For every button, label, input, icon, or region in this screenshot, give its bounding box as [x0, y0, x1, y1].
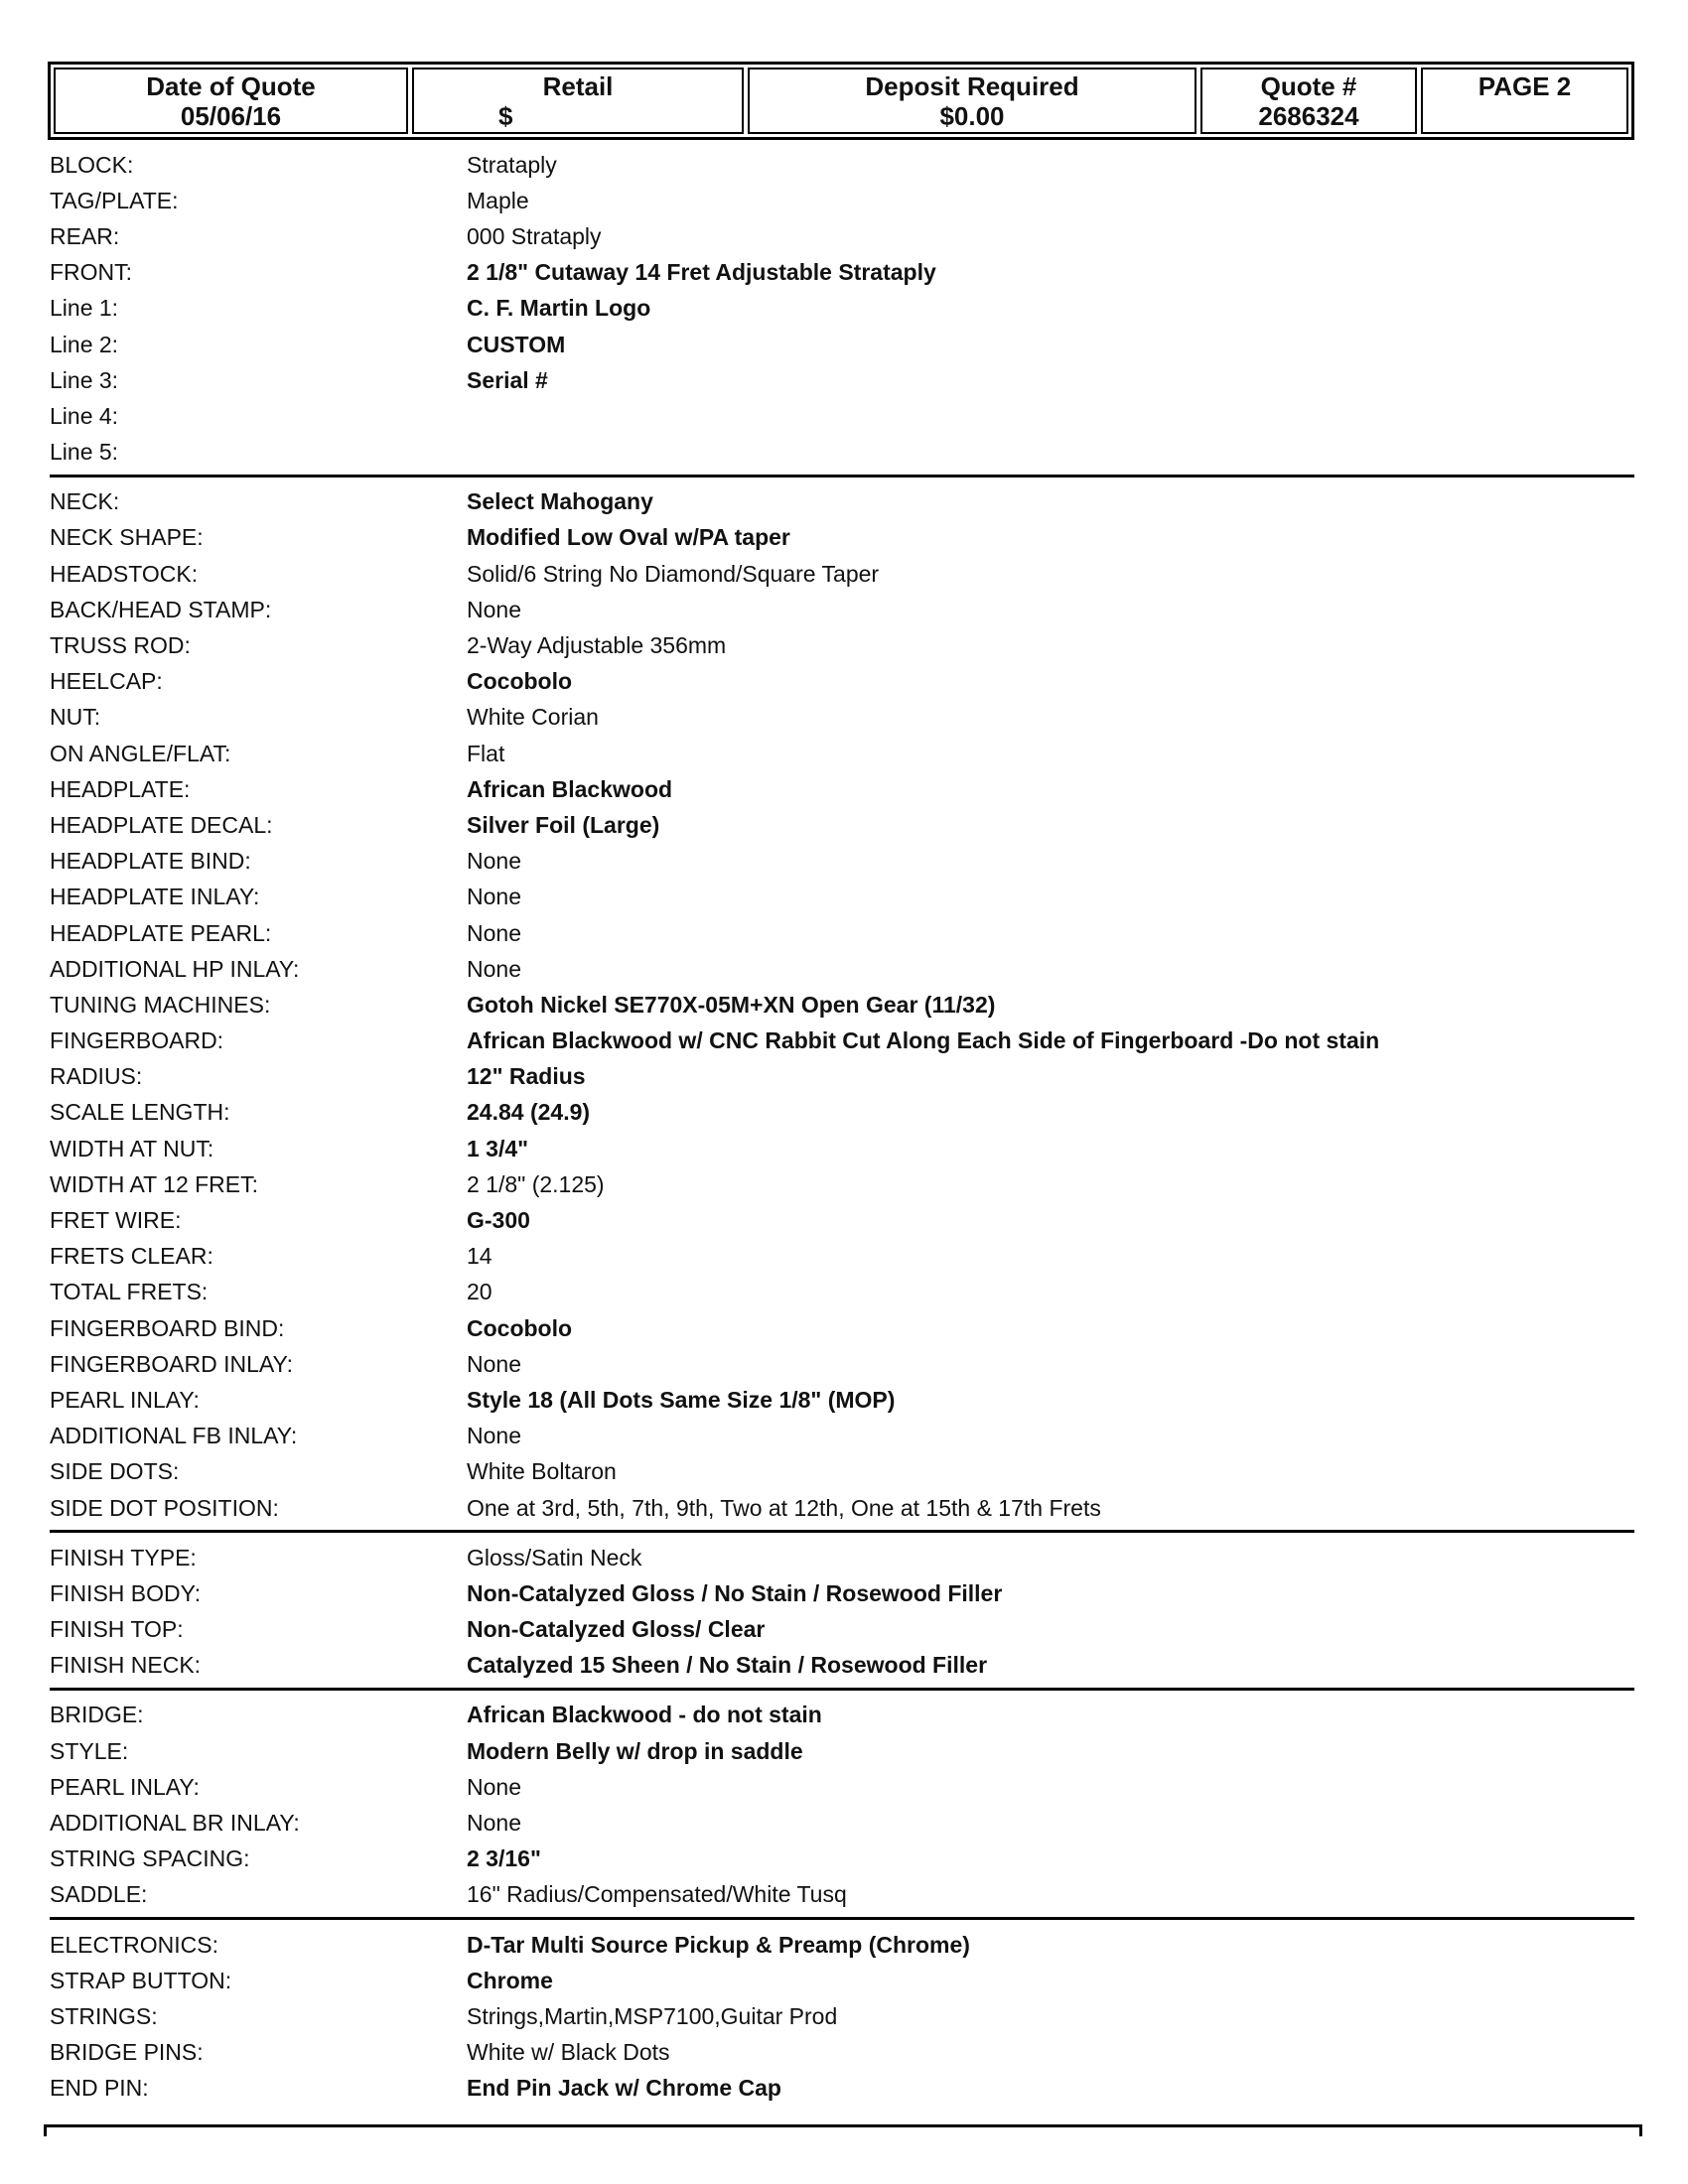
spec-row: [50, 880, 1634, 915]
date-of-quote-cell: [54, 68, 408, 134]
spec-label: REAR:: [50, 222, 120, 249]
page-number-cell: [1421, 68, 1628, 134]
spec-label: NECK SHAPE:: [50, 524, 204, 551]
deposit-required-label: Deposit Required: [865, 71, 1079, 101]
spec-value: Modern Belly w/ drop in saddle: [467, 1737, 803, 1764]
spec-value: G-300: [467, 1207, 530, 1234]
spec-label: Line 2:: [50, 331, 119, 357]
spec-label: TOTAL FRETS:: [50, 1279, 209, 1305]
footer-rule: [44, 2124, 1642, 2136]
spec-label: HEELCAP:: [50, 668, 163, 695]
spec-row: [50, 1131, 1634, 1166]
spec-row: [50, 700, 1634, 736]
spec-value: Non-Catalyzed Gloss/ Clear: [467, 1616, 766, 1643]
spec-section: [50, 1540, 1634, 1691]
spec-row: [50, 1769, 1634, 1805]
spec-row: [50, 664, 1634, 700]
spec-row: [50, 736, 1634, 771]
spec-row: [50, 807, 1634, 843]
spec-label: STRING SPACING:: [50, 1845, 250, 1872]
spec-row: [50, 1166, 1634, 1202]
spec-value: Select Mahogany: [467, 488, 653, 515]
spec-row: [50, 844, 1634, 880]
spec-row: [50, 1540, 1634, 1575]
spec-label: FRET WIRE:: [50, 1207, 182, 1234]
spec-value: Maple: [467, 187, 529, 213]
spec-row: [50, 1842, 1634, 1877]
spec-sections: [50, 147, 1634, 2117]
spec-label: STRAP BUTTON:: [50, 1967, 232, 1993]
spec-label: WIDTH AT NUT:: [50, 1135, 214, 1161]
spec-value: Gloss/Satin Neck: [467, 1544, 642, 1570]
spec-row: [50, 484, 1634, 520]
spec-label: HEADPLATE INLAY:: [50, 884, 260, 910]
spec-label: RADIUS:: [50, 1063, 143, 1090]
spec-value: 000 Strataply: [467, 222, 602, 249]
spec-value: End Pin Jack w/ Chrome Cap: [467, 2075, 781, 2102]
retail-cell: [412, 68, 744, 134]
spec-row: [50, 255, 1634, 291]
spec-value: Flat: [467, 740, 505, 766]
spec-row: [50, 1575, 1634, 1611]
spec-label: Line 4:: [50, 402, 119, 429]
spec-label: ADDITIONAL HP INLAY:: [50, 955, 300, 982]
spec-row: [50, 556, 1634, 592]
spec-row: [50, 1454, 1634, 1490]
spec-value: 2-Way Adjustable 356mm: [467, 632, 727, 659]
spec-row: [50, 1805, 1634, 1841]
spec-section: [50, 1698, 1634, 1920]
quote-number-cell: [1200, 68, 1417, 134]
spec-label: PEARL INLAY:: [50, 1773, 200, 1800]
spec-row: [50, 1059, 1634, 1095]
spec-value: African Blackwood - do not stain: [467, 1702, 822, 1728]
spec-value: African Blackwood w/ CNC Rabbit Cut Along Each Side of Fingerboard -Do not stain: [467, 1027, 1380, 1054]
spec-label: ON ANGLE/FLAT:: [50, 740, 231, 766]
spec-value: None: [467, 884, 521, 910]
spec-value: Catalyzed 15 Sheen / No Stain / Rosewood Filler: [467, 1652, 988, 1679]
spec-row: [50, 1024, 1634, 1059]
spec-row: [50, 592, 1634, 627]
spec-value: 16" Radius/Compensated/White Tusq: [467, 1881, 847, 1908]
spec-value: Non-Catalyzed Gloss / No Stain / Rosewood Filler: [467, 1579, 1003, 1606]
spec-section: [50, 1927, 1634, 2111]
spec-section: [50, 147, 1634, 478]
spec-value: 14: [467, 1243, 492, 1270]
spec-value: None: [467, 1773, 521, 1800]
spec-row: [50, 1346, 1634, 1382]
spec-value: 2 1/8" (2.125): [467, 1170, 605, 1197]
spec-value: 1 3/4": [467, 1135, 529, 1161]
spec-row: [50, 218, 1634, 254]
spec-value: Strataply: [467, 151, 557, 178]
spec-value: White Boltaron: [467, 1458, 617, 1485]
spec-value: C. F. Martin Logo: [467, 295, 651, 322]
spec-label: HEADSTOCK:: [50, 560, 199, 587]
spec-row: [50, 1927, 1634, 1963]
spec-value: White w/ Black Dots: [467, 2039, 670, 2066]
spec-row: [50, 291, 1634, 327]
deposit-required-value: $0.00: [939, 101, 1005, 131]
spec-label: TAG/PLATE:: [50, 187, 179, 213]
spec-label: Line 3:: [50, 366, 119, 393]
spec-row: [50, 951, 1634, 987]
spec-row: [50, 1382, 1634, 1418]
spec-value: 2 3/16": [467, 1845, 541, 1872]
spec-value: 2 1/8" Cutaway 14 Fret Adjustable Strataply: [467, 259, 936, 286]
spec-value: Solid/6 String No Diamond/Square Taper: [467, 560, 880, 587]
spec-label: FINISH TYPE:: [50, 1544, 197, 1570]
spec-label: SIDE DOT POSITION:: [50, 1494, 279, 1521]
spec-value: 20: [467, 1279, 492, 1305]
spec-row: [50, 1877, 1634, 1913]
spec-label: ELECTRONICS:: [50, 1931, 218, 1958]
spec-value: Gotoh Nickel SE770X-05M+XN Open Gear (11/32): [467, 991, 996, 1018]
spec-row: [50, 987, 1634, 1023]
spec-label: FRONT:: [50, 259, 133, 286]
spec-value: None: [467, 596, 521, 622]
spec-row: [50, 1239, 1634, 1275]
spec-label: STRINGS:: [50, 2002, 158, 2029]
spec-label: STYLE:: [50, 1737, 129, 1764]
spec-row: [50, 1698, 1634, 1733]
spec-label: BLOCK:: [50, 151, 134, 178]
spec-value: CUSTOM: [467, 331, 566, 357]
spec-label: FINISH BODY:: [50, 1579, 202, 1606]
page-number-label: PAGE 2: [1477, 71, 1572, 101]
spec-label: HEADPLATE:: [50, 775, 191, 802]
spec-value: D-Tar Multi Source Pickup & Preamp (Chrome): [467, 1931, 970, 1958]
spec-row: [50, 183, 1634, 218]
spec-value: 12" Radius: [467, 1063, 586, 1090]
spec-row: [50, 1963, 1634, 1998]
spec-value: One at 3rd, 5th, 7th, 9th, Two at 12th, One at 15th & 17th Frets: [467, 1494, 1101, 1521]
date-of-quote-label: Date of Quote: [146, 71, 316, 101]
retail-value: $: [498, 101, 513, 131]
spec-label: SIDE DOTS:: [50, 1458, 180, 1485]
spec-value: Chrome: [467, 1967, 553, 1993]
spec-label: FINGERBOARD BIND:: [50, 1314, 285, 1341]
spec-value: None: [467, 955, 521, 982]
spec-row: [50, 1310, 1634, 1346]
spec-label: HEADPLATE PEARL:: [50, 919, 272, 946]
spec-label: WIDTH AT 12 FRET:: [50, 1170, 259, 1197]
spec-label: SCALE LENGTH:: [50, 1099, 230, 1126]
spec-label: END PIN:: [50, 2075, 149, 2102]
spec-row: [50, 362, 1634, 398]
spec-value: None: [467, 1810, 521, 1837]
spec-value: None: [467, 1350, 521, 1377]
spec-value: Style 18 (All Dots Same Size 1/8" (MOP): [467, 1386, 896, 1413]
spec-value: Cocobolo: [467, 1314, 573, 1341]
spec-label: Line 1:: [50, 295, 119, 322]
spec-value: Cocobolo: [467, 668, 573, 695]
spec-row: [50, 1419, 1634, 1454]
spec-label: FRETS CLEAR:: [50, 1243, 213, 1270]
spec-row: [50, 627, 1634, 663]
spec-label: ADDITIONAL FB INLAY:: [50, 1423, 298, 1449]
spec-value: None: [467, 1423, 521, 1449]
spec-row: [50, 1733, 1634, 1769]
quote-number-label: Quote #: [1260, 71, 1357, 101]
spec-label: BRIDGE:: [50, 1702, 144, 1728]
spec-row: [50, 1998, 1634, 2034]
spec-row: [50, 1648, 1634, 1684]
spec-row: [50, 147, 1634, 183]
spec-label: SADDLE:: [50, 1881, 148, 1908]
spec-label: TUNING MACHINES:: [50, 991, 271, 1018]
spec-row: [50, 1612, 1634, 1648]
spec-row: [50, 435, 1634, 471]
spec-section: [50, 484, 1634, 1533]
spec-value: None: [467, 848, 521, 875]
quote-header-table: [48, 62, 1634, 140]
spec-label: Line 5:: [50, 439, 119, 466]
spec-row: [50, 1490, 1634, 1526]
spec-label: TRUSS ROD:: [50, 632, 191, 659]
spec-row: [50, 1095, 1634, 1131]
spec-row: [50, 771, 1634, 807]
spec-value: Serial #: [467, 366, 548, 393]
spec-value: African Blackwood: [467, 775, 673, 802]
spec-label: NECK:: [50, 488, 120, 515]
spec-value: Modified Low Oval w/PA taper: [467, 524, 790, 551]
spec-row: [50, 915, 1634, 951]
spec-label: FINGERBOARD INLAY:: [50, 1350, 293, 1377]
spec-label: BACK/HEAD STAMP:: [50, 596, 272, 622]
spec-label: HEADPLATE BIND:: [50, 848, 251, 875]
spec-row: [50, 398, 1634, 434]
spec-label: FINISH TOP:: [50, 1616, 184, 1643]
retail-label: Retail: [542, 71, 614, 101]
spec-value: Strings,Martin,MSP7100,Guitar Prod: [467, 2002, 838, 2029]
spec-row: [50, 1202, 1634, 1238]
spec-row: [50, 2035, 1634, 2071]
spec-row: [50, 1275, 1634, 1310]
spec-label: ADDITIONAL BR INLAY:: [50, 1810, 300, 1837]
date-of-quote-value: 05/06/16: [180, 101, 282, 131]
spec-row: [50, 520, 1634, 556]
spec-value: 24.84 (24.9): [467, 1099, 591, 1126]
spec-row: [50, 327, 1634, 362]
spec-label: FINISH NECK:: [50, 1652, 202, 1679]
spec-label: FINGERBOARD:: [50, 1027, 224, 1054]
spec-label: HEADPLATE DECAL:: [50, 811, 273, 838]
deposit-required-cell: [748, 68, 1196, 134]
spec-value: None: [467, 919, 521, 946]
spec-label: BRIDGE PINS:: [50, 2039, 204, 2066]
spec-value: Silver Foil (Large): [467, 811, 660, 838]
spec-label: PEARL INLAY:: [50, 1386, 200, 1413]
spec-label: NUT:: [50, 704, 101, 731]
spec-value: White Corian: [467, 704, 599, 731]
spec-row: [50, 2071, 1634, 2107]
quote-number-value: 2686324: [1258, 101, 1359, 131]
